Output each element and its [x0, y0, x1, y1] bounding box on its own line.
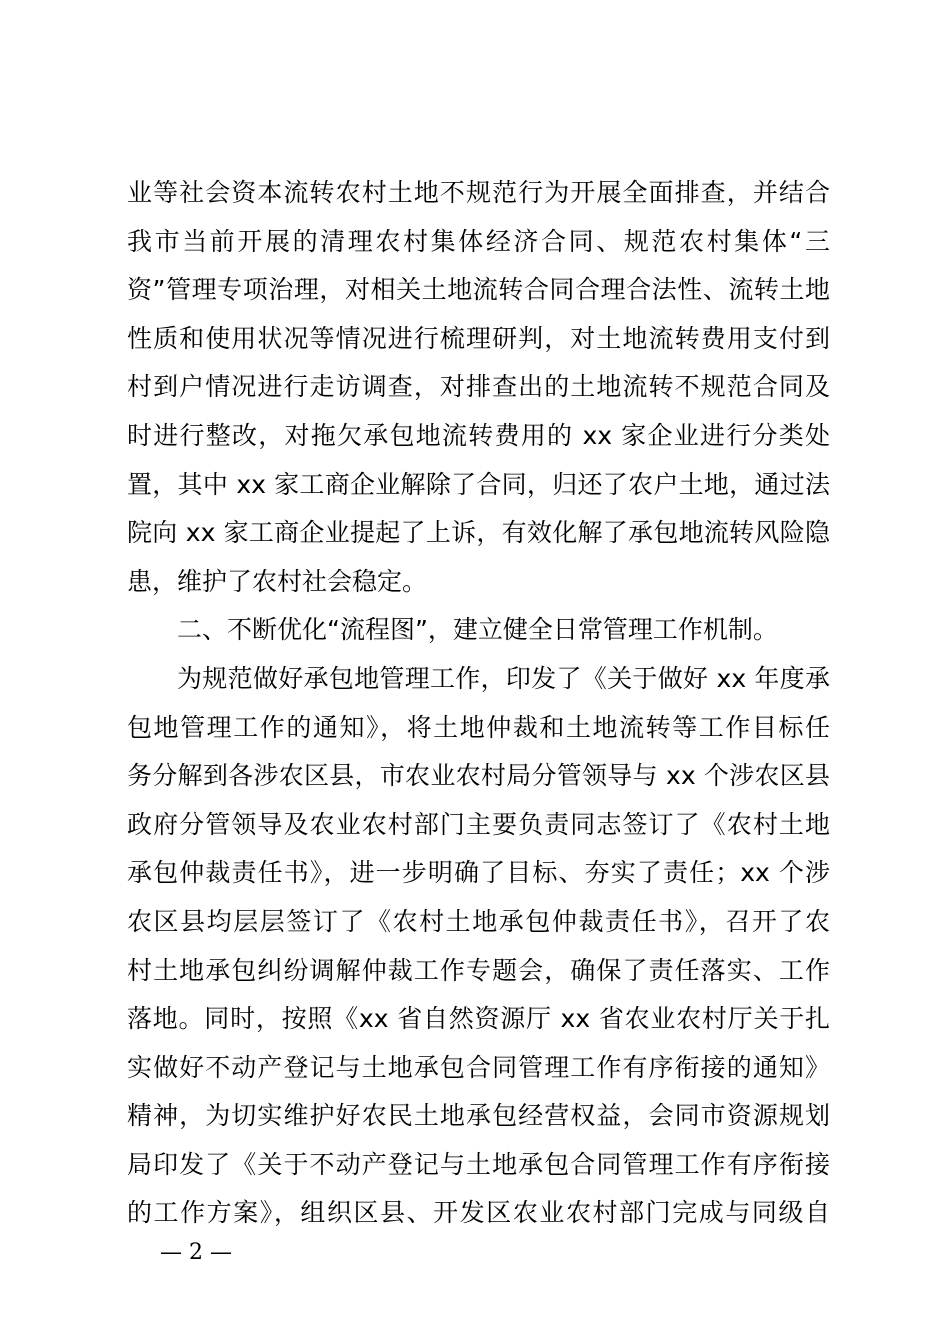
text-line: 性质和使用状况等情况进行梳理研判，对土地流转费用支付到 [127, 323, 830, 353]
body-text [127, 169, 830, 1238]
text-line: 政府分管领导及农业农村部门主要负责同志签订了《农村土地 [127, 809, 830, 839]
section-heading: 二、不断优化“流程图”，建立健全日常管理工作机制。 [177, 615, 778, 645]
text-line: 实做好不动产登记与土地承包合同管理工作有序衔接的通知》 [127, 1052, 830, 1082]
text-line: 时进行整改，对拖欠承包地流转费用的 xx 家企业进行分类处 [127, 420, 830, 450]
page-number: — 2 — [160, 1240, 232, 1265]
text-line: 农区县均层层签订了《农村土地承包仲裁责任书》，召开了农 [127, 906, 830, 936]
text-line: 精神，为切实维护好农民土地承包经营权益，会同市资源规划 [127, 1101, 830, 1131]
text-line: 业等社会资本流转农村土地不规范行为开展全面排查，并结合 [127, 178, 830, 207]
text-line: 承包仲裁责任书》，进一步明确了目标、夯实了责任；xx 个涉 [127, 858, 830, 888]
text-line: 院向 xx 家工商企业提起了上诉，有效化解了承包地流转风险隐 [127, 518, 830, 548]
text-line: 落地。同时，按照《xx 省自然资源厅 xx 省农业农村厅关于扎 [127, 1004, 830, 1034]
text-line: 我市当前开展的清理农村集体经济合同、规范农村集体“三 [127, 226, 830, 256]
text-line: 局印发了《关于不动产登记与土地承包合同管理工作有序衔接 [127, 1149, 830, 1179]
text-line: 村到户情况进行走访调查，对排查出的土地流转不规范合同及 [127, 372, 830, 402]
text-line: 资”管理专项治理，对相关土地流转合同合理合法性、流转土地 [127, 275, 830, 305]
text-line: 村土地承包纠纷调解仲裁工作专题会，确保了责任落实、工作 [127, 955, 830, 985]
text-line: 的工作方案》，组织区县、开发区农业农村部门完成与同级自 [127, 1198, 830, 1228]
text-line: 务分解到各涉农区县，市农业农村局分管领导与 xx 个涉农区县 [127, 761, 830, 791]
text-line: 为规范做好承包地管理工作，印发了《关于做好 xx 年度承 [177, 663, 830, 693]
text-line: 置，其中 xx 家工商企业解除了合同，归还了农户土地，通过法 [127, 469, 830, 499]
text-line: 患，维护了农村社会稳定。 [127, 566, 428, 596]
text-line: 包地管理工作的通知》，将土地仲裁和土地流转等工作目标任 [127, 712, 830, 742]
